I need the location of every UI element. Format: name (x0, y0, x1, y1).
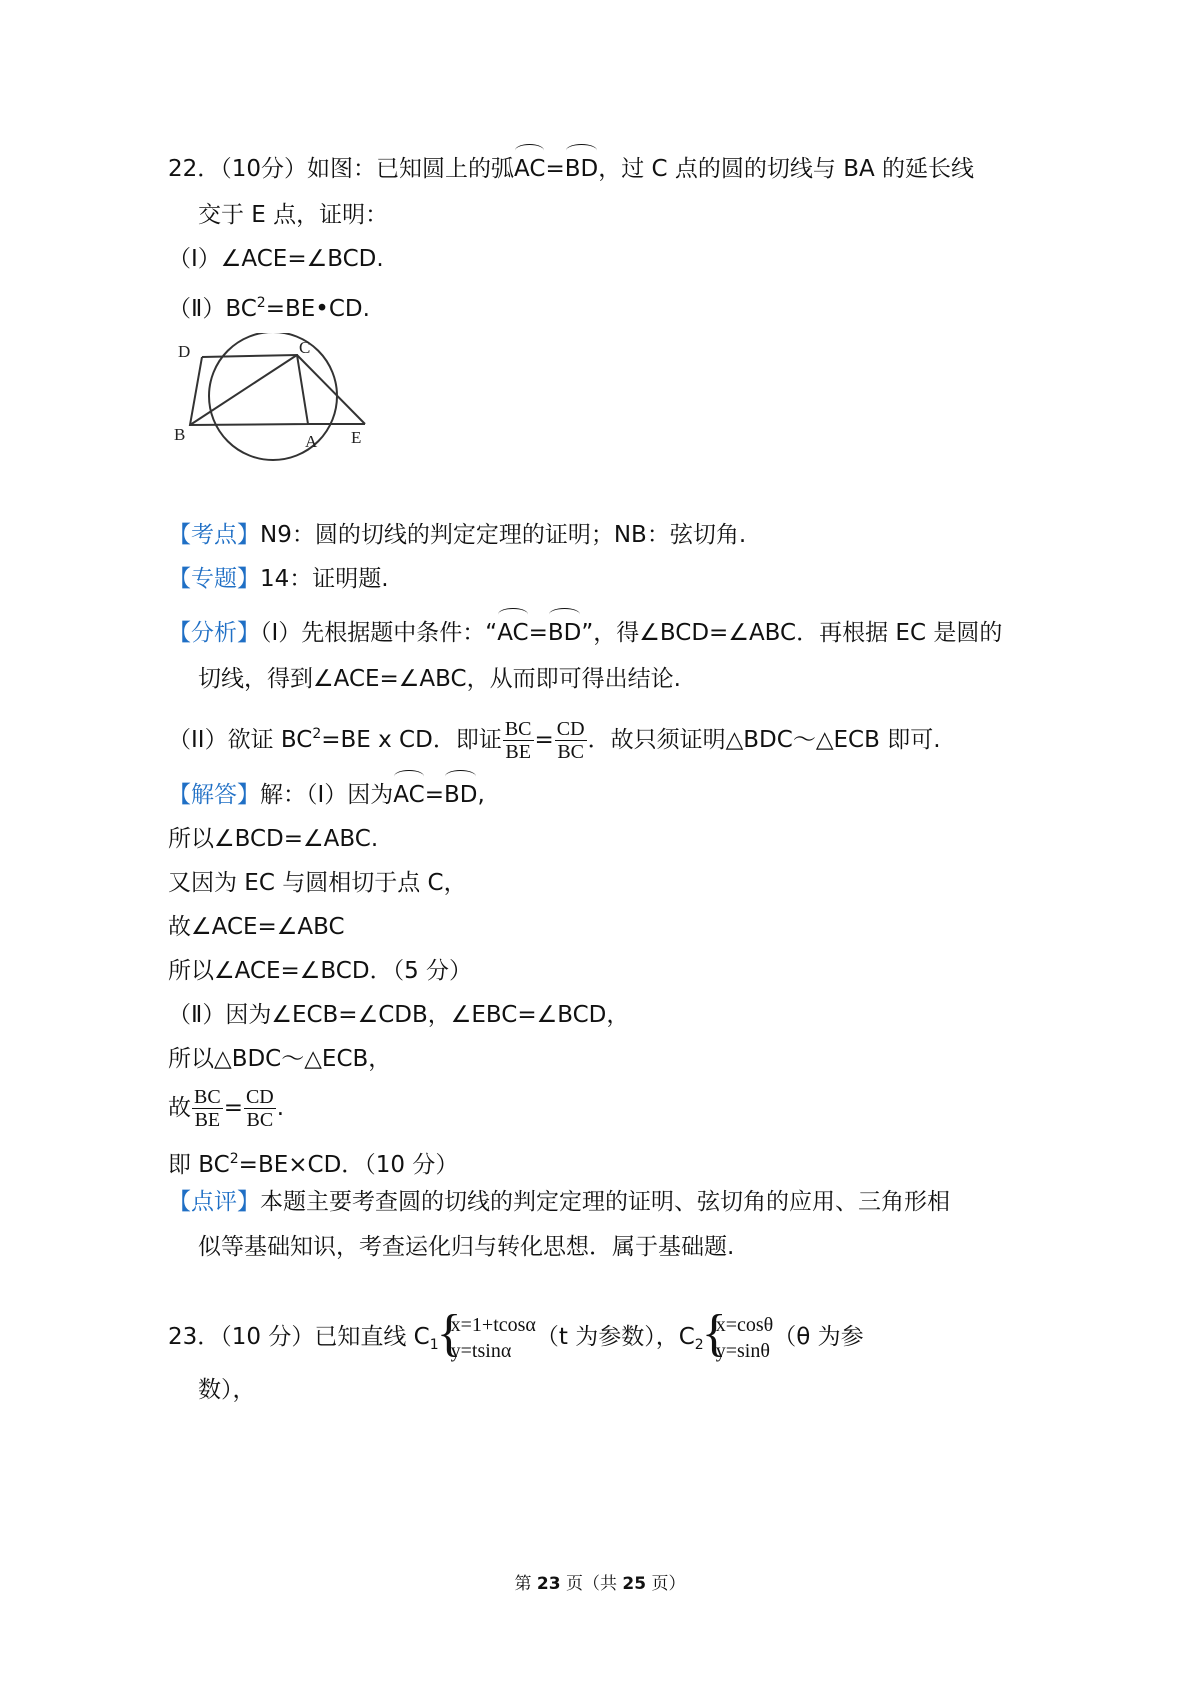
jieda-line-1: 【解答】解：（Ⅰ）因为AC=BD, (168, 775, 1200, 811)
q23-line-2: 数）， (198, 1377, 256, 1403)
dianping-tag: 【点评】 (168, 1189, 260, 1215)
label-e: E (351, 428, 362, 447)
jieda-line-7: 所以△BDC～△ECB， (168, 1046, 392, 1072)
q22-line-2: 交于 E 点，证明： (198, 202, 389, 228)
chord-bc (190, 355, 297, 425)
jieda-line-9: 即 $BC^2=BE\times CD$．（10 分） (168, 1151, 459, 1178)
q23-line-1: 23．（10 分）已知直线 $C_1$ { x=1+tcosα y=tsinα （t 为参数），$C_2$ { x=cosθ y=sinθ （θ 为参 (168, 1308, 1200, 1374)
fraction-bc-be: $\frac{BC}{BE}$ (504, 718, 532, 763)
page-footer: 第 23 页（共 25 页） (514, 1574, 686, 1594)
kaodian-tag: 【考点】 (168, 522, 260, 548)
equation-system-c1: { x=1+tcosα y=tsinα (439, 1312, 536, 1364)
label-d: D (178, 342, 191, 361)
zhuanti-tag: 【专题】 (168, 566, 260, 592)
equation-system-c2: { x=cosθ y=sinθ (704, 1312, 774, 1364)
jieda-line-4: 故∠ACE=∠ABC (168, 914, 345, 940)
current-page: 23 (536, 1574, 561, 1594)
jieda-tag: 【解答】 (168, 782, 260, 808)
dianping-line-2: 似等基础知识，考查运化归与转化思想．属于基础题. (198, 1234, 735, 1260)
label-a: A (305, 432, 318, 451)
label-c: C (299, 338, 311, 357)
circle (209, 333, 337, 460)
fenxi-line-3: （II）欲证 $BC^2=BE$ x CD．即证 $\frac{BC}{BE}$ = $\frac{CD}{BC}$ ．故只须证明△BDC～△ECB 即可. (168, 718, 941, 763)
fraction-cd-bc: $\frac{CD}{BC}$ (556, 718, 585, 763)
q22-part-2: $(Ⅱ)BC^2=BE•CD$. (168, 295, 370, 322)
jieda-line-6: （Ⅱ）因为∠ECB=∠CDB，∠EBC=∠BCD， (168, 1002, 630, 1028)
fenxi-line-2: 切线，得到∠ACE=∠ABC，从而即可得出结论. (198, 666, 681, 692)
label-b: B (174, 425, 186, 444)
fenxi-tag: 【分析】 (168, 620, 260, 646)
q22-part-1: （Ⅰ）∠ACE=∠BCD. (168, 246, 384, 272)
zhuanti-line: 【专题】14：证明题. (168, 566, 389, 592)
dianping-line-1: 【点评】本题主要考查圆的切线的判定定理的证明、弦切角的应用、三角形相 (168, 1189, 950, 1215)
kaodian-line: 【考点】N9：圆的切线的判定定理的证明；NB：弦切角. (168, 522, 747, 548)
jieda-line-2: 所以∠BCD=∠ABC. (168, 826, 379, 852)
total-pages: 25 (622, 1574, 647, 1594)
q22-line-1: 22．（10分）如图：已知圆上的弧AC=BD，过 C 点的圆的切线与 BA 的延长线 (168, 149, 1200, 185)
circle-tangent-figure (170, 333, 375, 468)
arc-bd: BD (565, 149, 599, 185)
fenxi-line-1: 【分析】（I）先根据题中条件：“AC=BD”，得∠BCD=∠ABC．再根据 EC 是圆的 (168, 613, 1200, 649)
jieda-line-8: 故 $\frac{BC}{BE}$ = $\frac{CD}{BC}$ . (168, 1086, 285, 1131)
arc-ac: AC (514, 149, 545, 185)
jieda-line-3: 又因为 EC 与圆相切于点 C， (168, 870, 467, 896)
jieda-line-5: 所以∠ACE=∠BCD．（5 分） (168, 958, 473, 984)
